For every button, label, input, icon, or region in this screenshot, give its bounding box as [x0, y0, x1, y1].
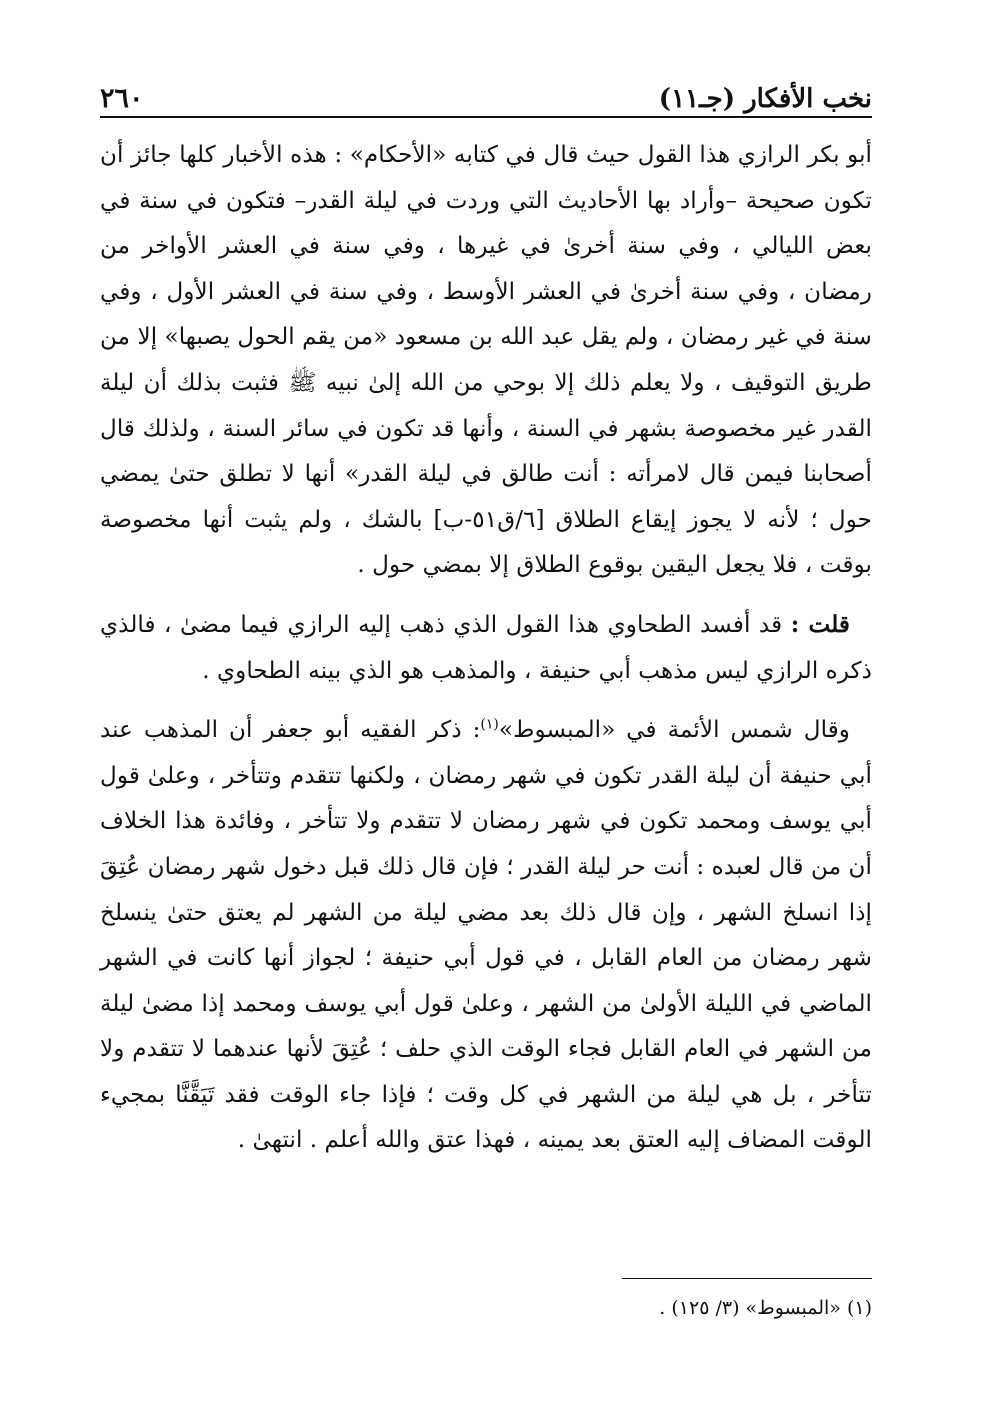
page-number: ٢٦٠ — [100, 83, 144, 114]
qultu-heading: قلت : — [790, 610, 850, 638]
paragraph-3-rest: : ذكر الفقيه أبو جعفر أن المذهب عند أبي حنيفة أن ليلة القدر تكون في شهر رمضان ، ولكنها تتقدم وتتأخر ، وعلىٰ قول أبي يوسف ومحمد تكون في شهر رمضان لا تتقدم ولا تتأخر ، وفائدة هذا الخلاف أن من قال لعبده : أنت حر ليلة القدر ؛ فإن قال ذلك قبل دخول شهر رمضان عُتِقَ إذا انسلخ الشهر ، وإن قال ذلك بعد مضي ليلة من الشهر لم يعتق حتىٰ ينسلخ شهر رمضان من العام القابل ، في قول أبي حنيفة ؛ لجواز أنها كانت في الشهر الماضي في الليلة الأولىٰ من الشهر ، وعلىٰ قول أبي يوسف ومحمد إذا مضىٰ ليلة من الشهر في العام القابل فجاء الوقت الذي حلف ؛ عُتِقَ لأنها عندهما لا تتقدم ولا تتأخر ، بل هي ليلة من الشهر في كل وقت ؛ فإذا جاء الوقت فقد تَيَقَّنَّا بمجيء الوقت المضاف إليه العتق بعد يمينه ، فهذا عتق والله أعلم . انتهىٰ . — [100, 716, 872, 1154]
paragraph-3 — [100, 707, 872, 1163]
paragraph-2 — [100, 602, 872, 693]
paragraph-2-text: قد أفسد الطحاوي هذا القول الذي ذهب إليه الرازي فيما مضىٰ ، فالذي ذكره الرازي ليس مذهب أبي حنيفة ، والمذهب هو الذي بينه الطحاوي . — [100, 610, 872, 684]
footnote-marker: (١) — [480, 716, 499, 733]
book-page — [100, 68, 873, 1319]
paragraph-3-start: وقال شمس الأئمة في «المبسوط» — [498, 716, 850, 744]
paragraph-1: أبو بكر الرازي هذا القول حيث قال في كتابه «الأحكام» : هذه الأخبار كلها جائز أن تكون صحيحة –وأراد بها الأحاديث التي وردت في ليلة القدر– فتكون في سنة في بعض الليالي ، وفي سنة أخرىٰ في غيرها ، وفي سنة في العشر الأواخر من رمضان ، وفي سنة أخرىٰ في العشر الأوسط ، وفي سنة في العشر الأول ، وفي سنة في غير رمضان ، ولم يقل عبد الله بن مسعود «من يقم الحول يصبها» إلا من طريق التوقيف ، ولا يعلم ذلك إلا بوحي من الله إلىٰ نبيه ﷺ فثبت بذلك أن ليلة القدر غير مخصوصة بشهر في السنة ، وأنها قد تكون في سائر السنة ، ولذلك قال أصحابنا فيمن قال لامرأته : أنت طالق في ليلة القدر» أنها لا تطلق حتىٰ يمضي حول ؛ لأنه لا يجوز إيقاع الطلاق [٦/ق٥١-ب] بالشك ، ولم يثبت أنها مخصوصة بوقت ، فلا يجعل اليقين بوقوع الطلاق إلا بمضي حول . — [100, 141, 873, 579]
running-title: نخب الأفكار (جـ١١) — [658, 84, 872, 114]
footnote: (١) «المبسوط» (٣/ ١٢٥) . — [659, 1297, 872, 1319]
page-header — [100, 68, 872, 118]
footnote-divider — [622, 1278, 872, 1279]
main-text — [100, 132, 872, 1163]
